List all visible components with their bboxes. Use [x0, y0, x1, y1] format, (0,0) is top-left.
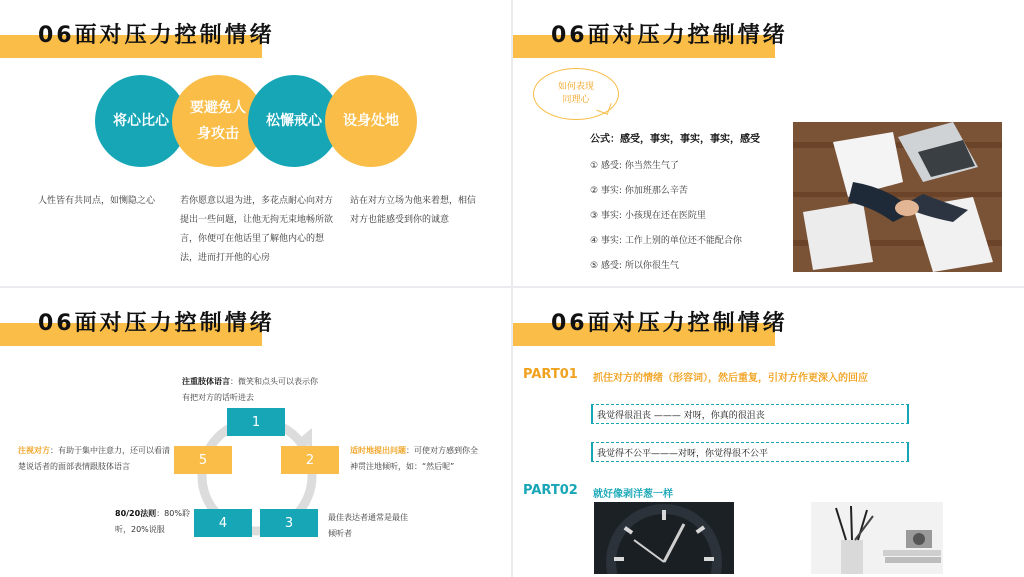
- slide-4[interactable]: [513, 288, 1024, 577]
- description-2: 若你愿意以退为进，多花点耐心向对方提出一些问题，让他无拘无束地畅所欲言，你便可在他话里了解他内心的想法，进而打开他的心房: [180, 196, 334, 263]
- note-key: 注重肢体语言: [182, 377, 230, 386]
- circle-label: 设身处地: [343, 113, 399, 129]
- step-box-1: [227, 408, 285, 436]
- example-box-2: [591, 442, 909, 462]
- step-number: 2: [305, 452, 315, 468]
- circle-perspective: [325, 75, 417, 167]
- description-1: 人性皆有共同点，如恻隐之心: [38, 196, 156, 206]
- step-box-5: [174, 446, 232, 474]
- note-text: ：可使对方感到你全神贯注地倾听，如：“然后呢”: [350, 446, 478, 471]
- slide-title: 06面对压力控制情绪: [38, 23, 275, 48]
- note-best-speaker: 最佳表达者通常是最佳倾听者: [328, 513, 408, 538]
- part01-label: PART01: [523, 367, 578, 382]
- handshake-illustration: [793, 122, 1002, 272]
- step-number: 4: [218, 515, 228, 531]
- note-key: 适时地提出问题: [350, 446, 406, 455]
- note-eye-contact: [18, 443, 173, 475]
- speech-bubble: 如何表现 同理心: [533, 68, 619, 120]
- business-handshake-photo: [793, 122, 1002, 272]
- formula-item: ① 感受: 你当然生气了: [590, 161, 679, 171]
- part02-text: 就好像剥洋葱一样: [593, 489, 673, 500]
- step-number: 5: [198, 452, 208, 468]
- note-body-language: [182, 374, 322, 406]
- note-text: ：微笑和点头可以表示你有把对方的话听进去: [182, 377, 318, 402]
- slide-title: 06面对压力控制情绪: [38, 311, 275, 336]
- example-text: 我觉得很沮丧 ——— 对呀，你真的很沮丧: [597, 410, 765, 421]
- step-box-3: [260, 509, 318, 537]
- example-box-1: [591, 404, 909, 424]
- formula-item: ② 事实: 你加班那么辛苦: [590, 186, 688, 196]
- circle-label: 松懈戒心: [266, 113, 322, 129]
- slide-title: 06面对压力控制情绪: [551, 311, 788, 336]
- watch-illustration: [594, 502, 734, 574]
- formula-item: ④ 事实: 工作上别的单位还不能配合你: [590, 236, 742, 246]
- description-3: 站在对方立场为他来着想，相信对方也能感受到你的诚意: [350, 196, 477, 225]
- part02-label: PART02: [523, 483, 578, 498]
- note-ask-questions: [350, 443, 485, 475]
- part01-text: 抓住对方的情绪（形容词），然后重复，引对方作更深入的回应: [593, 373, 868, 384]
- slide-2[interactable]: [513, 0, 1024, 286]
- pencil-cup-illustration: [811, 502, 943, 574]
- circle-label: 将心比心: [113, 113, 169, 129]
- step-number: 1: [251, 414, 261, 430]
- formula-item: ⑤ 感受: 所以你很生气: [590, 261, 679, 271]
- formula-item: ③ 事实: 小孩现在还在医院里: [590, 211, 706, 221]
- note-80-20-rule: [115, 506, 190, 538]
- slide-3[interactable]: [0, 288, 511, 577]
- slide-1[interactable]: [0, 0, 511, 286]
- example-text: 我觉得不公平———对呀，你觉得很不公平: [597, 448, 769, 459]
- step-number: 3: [284, 515, 294, 531]
- note-text: ：80%聆听，20%说服: [115, 509, 190, 534]
- step-box-2: [281, 446, 339, 474]
- pencil-cup-photo: [811, 502, 943, 574]
- formula-text: 公式：感受，事实，事实，事实，感受: [590, 134, 760, 145]
- step-box-4: [194, 509, 252, 537]
- note-key: 注视对方: [18, 446, 50, 455]
- slide-title: 06面对压力控制情绪: [551, 23, 788, 48]
- note-key: 80/20法则: [115, 509, 157, 518]
- note-text: ：有助于集中注意力，还可以看清楚说话者的面部表情跟肢体语言: [18, 446, 170, 471]
- watch-photo: [594, 502, 734, 574]
- circle-label: 要避免人 身攻击: [190, 100, 246, 142]
